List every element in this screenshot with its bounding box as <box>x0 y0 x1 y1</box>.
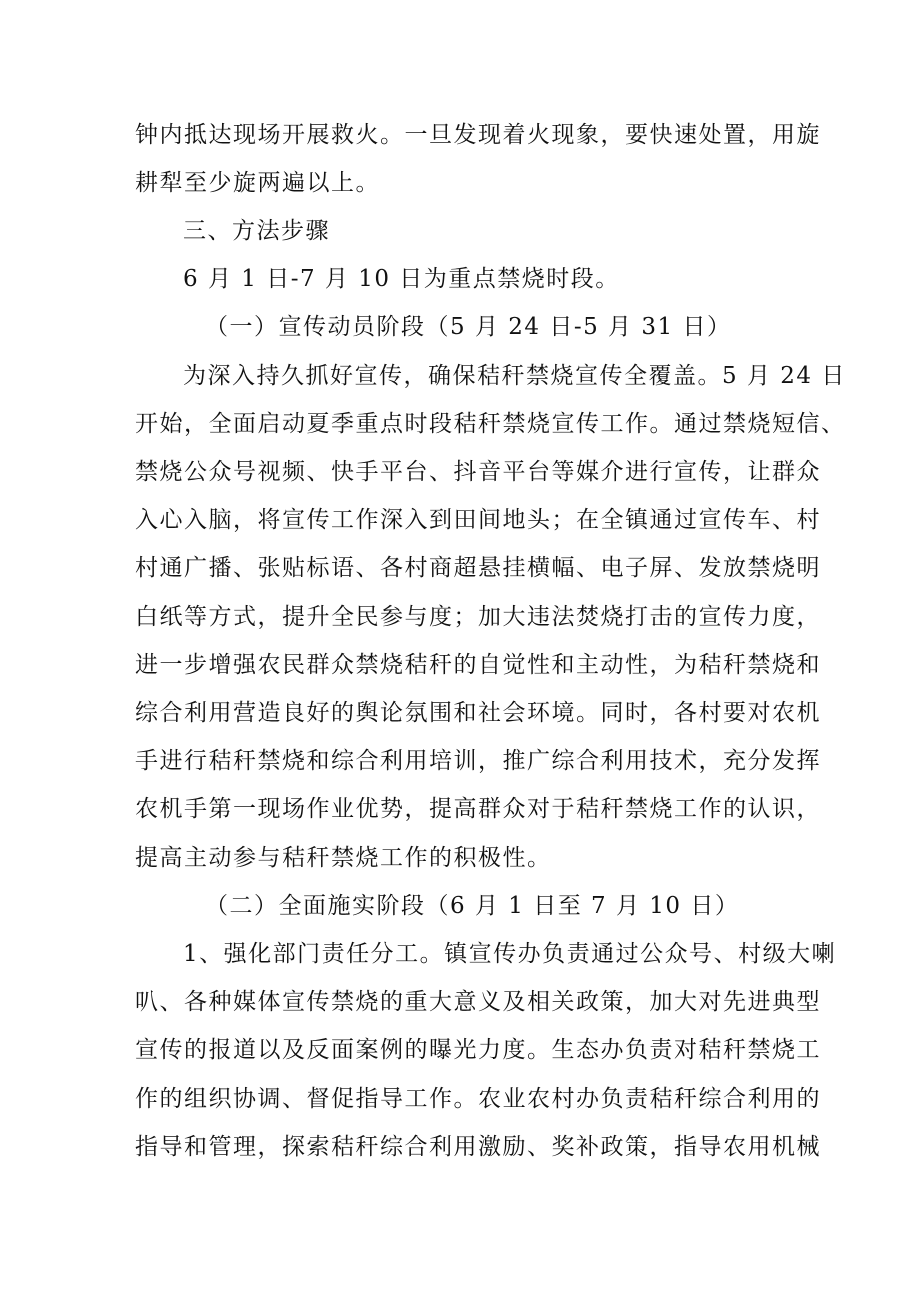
paragraph-line: 入心入脑，将宣传工作深入到田间地头；在全镇通过宣传车、村 <box>135 507 821 533</box>
paragraph-line: 钟内抵达现场开展救火。一旦发现着火现象，要快速处置，用旋 <box>135 122 821 148</box>
paragraph-line: 6 月 1 日-7 月 10 日为重点禁烧时段。 <box>183 266 620 292</box>
paragraph-line: 为深入持久抓好宣传，确保秸秆禁烧宣传全覆盖。5 月 24 日 <box>183 363 846 389</box>
paragraph-line: 开始，全面启动夏季重点时段秸秆禁烧宣传工作。通过禁烧短信、 <box>135 411 846 437</box>
paragraph-line: 提高主动参与秸秆禁烧工作的积极性。 <box>135 845 552 871</box>
subsection-heading: （二）全面施实阶段（6 月 1 日至 7 月 10 日） <box>205 893 740 919</box>
paragraph-line: 叭、各种媒体宣传禁烧的重大意义及相关政策，加大对先进典型 <box>135 989 821 1015</box>
paragraph-line: 禁烧公众号视频、快手平台、抖音平台等媒介进行宣传，让群众 <box>135 459 821 485</box>
paragraph-line: 1、强化部门责任分工。镇宣传办负责通过公众号、村级大喇 <box>183 941 837 967</box>
paragraph-line: 手进行秸秆禁烧和综合利用培训，推广综合利用技术，充分发挥 <box>135 748 821 774</box>
paragraph-line: 白纸等方式，提升全民参与度；加大违法焚烧打击的宣传力度， <box>135 604 821 630</box>
paragraph-line: 耕犁至少旋两遍以上。 <box>135 170 380 196</box>
paragraph-line: 进一步增强农民群众禁烧秸秆的自觉性和主动性，为秸秆禁烧和 <box>135 652 821 678</box>
paragraph-line: 指导和管理，探索秸秆综合利用激励、奖补政策，指导农用机械 <box>135 1134 821 1160</box>
paragraph-line: 宣传的报道以及反面案例的曝光力度。生态办负责对秸秆禁烧工 <box>135 1037 821 1063</box>
subsection-heading: （一）宣传动员阶段（5 月 24 日-5 月 31 日） <box>205 314 732 340</box>
paragraph-line: 作的组织协调、督促指导工作。农业农村办负责秸秆综合利用的 <box>135 1086 821 1112</box>
paragraph-line: 农机手第一现场作业优势，提高群众对于秸秆禁烧工作的认识， <box>135 796 821 822</box>
paragraph-line: 综合利用营造良好的舆论氛围和社会环境。同时，各村要对农机 <box>135 700 821 726</box>
paragraph-line: 村通广播、张贴标语、各村商超悬挂横幅、电子屏、发放禁烧明 <box>135 555 821 581</box>
section-heading: 三、方法步骤 <box>183 218 330 244</box>
